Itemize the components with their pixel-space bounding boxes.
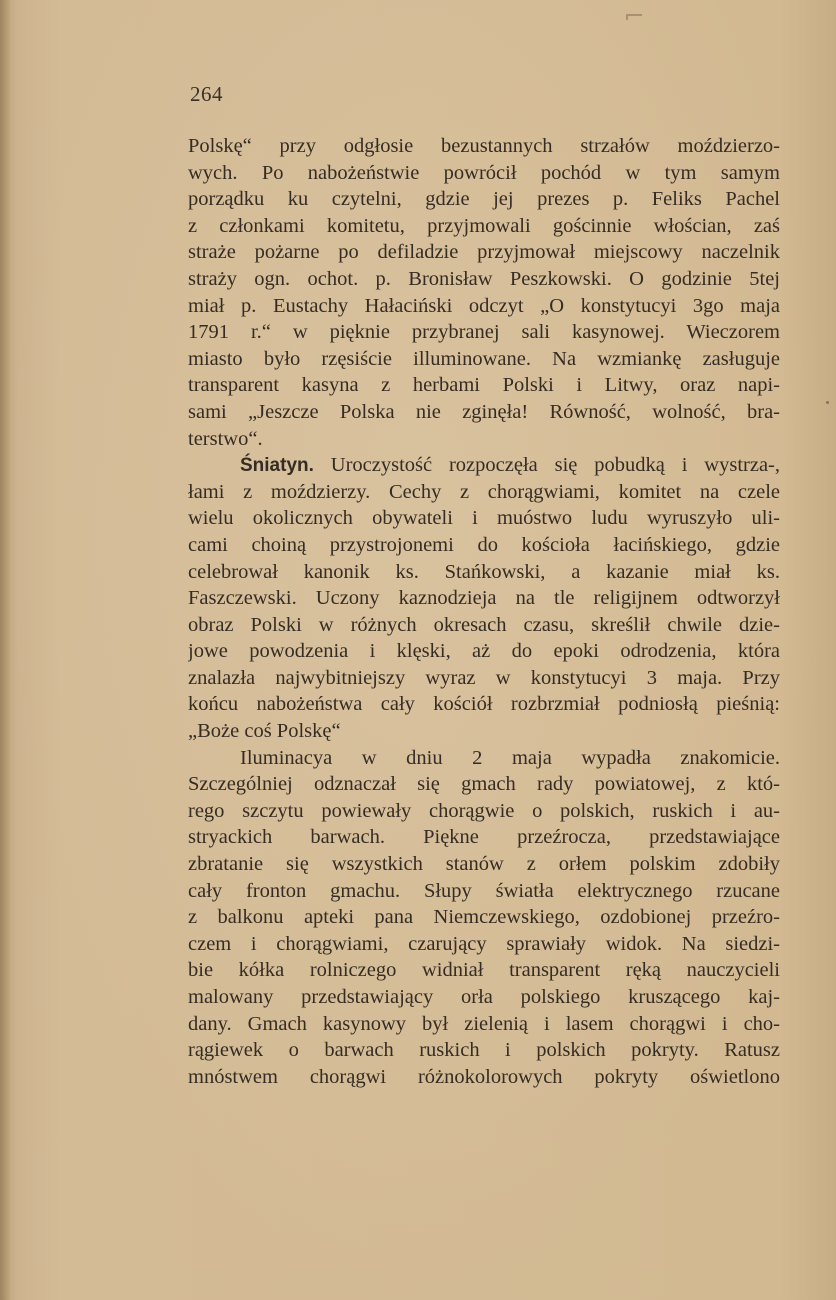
paper-speck — [826, 401, 829, 404]
text-line: obraz Polski w różnych okresach czasu, skreślił chwile dzie- — [188, 613, 780, 636]
text-line: jowe powodzenia i klęski, aż do epoki odrodzenia, która — [188, 640, 780, 663]
text-line: bie kółka rolniczego widniał transparent ręką nauczycieli — [188, 959, 780, 982]
text-fragment: Uroczystość rozpoczęła się pobudką i wystrza-, — [313, 454, 780, 477]
text-line: straże pożarne po defiladzie przyjmował miejscowy naczelnik — [188, 241, 780, 264]
text-line: Iluminacya w dniu 2 maja wypadła znakomicie. — [240, 746, 780, 769]
text-line: z członkami komitetu, przyjmowali gościnnie włościan, zaś — [188, 214, 780, 237]
text-line: porządku ku czytelni, gdzie jej prezes p. Feliks Pachel — [188, 188, 780, 211]
text-line: miasto było rzęsiście illuminowane. Na wzmiankę zasługuje — [188, 347, 780, 370]
text-line: dany. Gmach kasynowy był zielenią i lasem chorągwi i cho- — [188, 1012, 780, 1035]
text-line: Szczególniej odznaczał się gmach rady powiatowej, z któ- — [188, 773, 780, 796]
text-line: Faszczewski. Uczony kaznodzieja na tle religijnem odtworzył — [188, 587, 780, 610]
text-line: zbratanie się wszystkich stanów z orłem polskim zdobiły — [188, 853, 780, 876]
text-line: z balkonu apteki pana Niemczewskiego, ozdobionej przeźro- — [188, 906, 780, 929]
text-line: „Boże coś Polskę“ — [188, 720, 341, 743]
text-line: wielu okolicznych obywateli i muóstwo ludu wyruszyło uli- — [188, 507, 780, 530]
text-line: celebrował kanonik ks. Stańkowski, a kazanie miał ks. — [188, 560, 780, 583]
text-line: Polskę“ przy odgłosie bezustannych strzałów moździerzo- — [188, 135, 780, 157]
text-line — [188, 452, 780, 479]
text-line: terstwo“. — [188, 427, 263, 450]
text-line: straży ogn. ochot. p. Bronisław Peszkowski. O godzinie 5tej — [188, 267, 780, 290]
corner-mark — [626, 14, 642, 20]
text-line: cami choiną przystrojonemi do kościoła łacińskiego, gdzie — [188, 533, 780, 556]
text-line: końcu nabożeństwa cały kościół rozbrzmiał podniosłą pieśnią: — [188, 693, 780, 716]
body-text — [188, 133, 780, 1090]
text-line: wych. Po nabożeństwie powrócił pochód w tym samym — [188, 161, 780, 184]
paper-speck — [510, 462, 513, 465]
text-line: cały fronton gmachu. Słupy światła elektrycznego rzucane — [188, 879, 780, 902]
text-line: 1791 r.“ w pięknie przybranej sali kasynowej. Wieczorem — [188, 321, 780, 344]
text-line: łami z moździerzy. Cechy z chorągwiami, komitet na czele — [188, 480, 780, 503]
text-line: mnóstwem chorągwi różnokolorowych pokryty oświetlono — [188, 1065, 780, 1088]
text-line: sami „Jeszcze Polska nie zginęła! Równość, wolność, bra- — [188, 400, 780, 423]
page-number: 264 — [190, 82, 223, 106]
text-line: miał p. Eustachy Hałaciński odczyt „O konstytucyi 3go maja — [188, 294, 780, 317]
binding-edge — [0, 0, 10, 1300]
text-line: znalazła najwybitniejszy wyraz w konstytucyi 3 maja. Przy — [188, 666, 780, 689]
place-name: Śniatyn. — [240, 455, 314, 477]
text-line: rego szczytu powiewały chorągwie o polskich, ruskich i au- — [188, 799, 780, 822]
text-line: rągiewek o barwach ruskich i polskich pokryty. Ratusz — [188, 1039, 780, 1062]
text-line: malowany przedstawiający orła polskiego kruszącego kaj- — [188, 986, 780, 1008]
text-line: stryackich barwach. Piękne przeźrocza, przedstawiające — [188, 826, 780, 849]
text-line: transparent kasyna z herbami Polski i Litwy, oraz napi- — [188, 374, 780, 397]
text-line: czem i chorągwiami, czarujący sprawiały widok. Na siedzi- — [188, 932, 780, 955]
